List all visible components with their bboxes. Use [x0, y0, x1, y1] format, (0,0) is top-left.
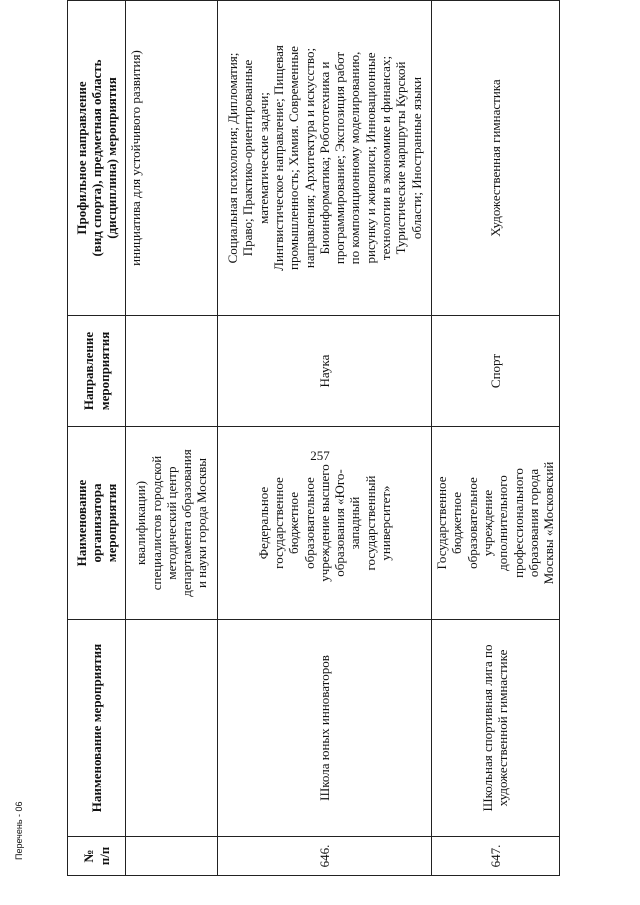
events-table [67, 0, 560, 876]
footer-note: Перечень - 06 [14, 801, 24, 860]
cell-profile: инициатива для устойчивого развития) [126, 1, 218, 316]
cell-organizer: Государственное бюджетное образовательное учреждение дополнительного профессионального образования города Москвы «Московский [432, 427, 560, 620]
cell-organizer: квалификации) специалистов городской методический центр департамента образования и науки города Москвы [126, 427, 218, 620]
cell-num [126, 837, 218, 876]
header-direction: Направление мероприятия [68, 316, 126, 427]
header-event-name: Наименование мероприятия [68, 620, 126, 837]
cell-num: 646. [218, 837, 432, 876]
cell-direction [126, 316, 218, 427]
cell-direction: Спорт [432, 316, 560, 427]
header-num: № п/п [68, 837, 126, 876]
cell-event-name [126, 620, 218, 837]
cell-event-name: Школьная спортивная лига по художественной гимнастике [432, 620, 560, 837]
table-row [126, 1, 218, 876]
page-number: 257 [310, 448, 330, 463]
table-row [432, 1, 560, 876]
cell-event-name: Школа юных инноваторов [218, 620, 432, 837]
cell-organizer: Федеральное государственное бюджетное образовательное учреждение высшего образования «Юго- западный государственный университет» [218, 427, 432, 620]
table-header-row [68, 1, 126, 876]
cell-profile: Художественная гимнастика [432, 1, 560, 316]
header-organizer: Наименование организатора мероприятия [68, 427, 126, 620]
cell-direction: Наука [218, 316, 432, 427]
cell-num: 647. [432, 837, 560, 876]
cell-profile: Социальная психология; Дипломатия; Право; Практико-ориентированные математические задачи; Лингвистическое направление; Пищевая промышленность; Химия. Современные направления; Архитектура и искусство; Биоинформатика; Робототехника и программирование; Экспозиция работ по композиционному моделированию, рисунку и живописи; Инновационные технологии в экономике и финансах; Туристические маршруты Курской области; Иностранные языки [218, 1, 432, 316]
header-profile: Профильное направление (вид спорта), предметная область (дисциплина) мероприятия [68, 1, 126, 316]
rotated-table-wrapper [67, 45, 557, 876]
table-row [218, 1, 432, 876]
